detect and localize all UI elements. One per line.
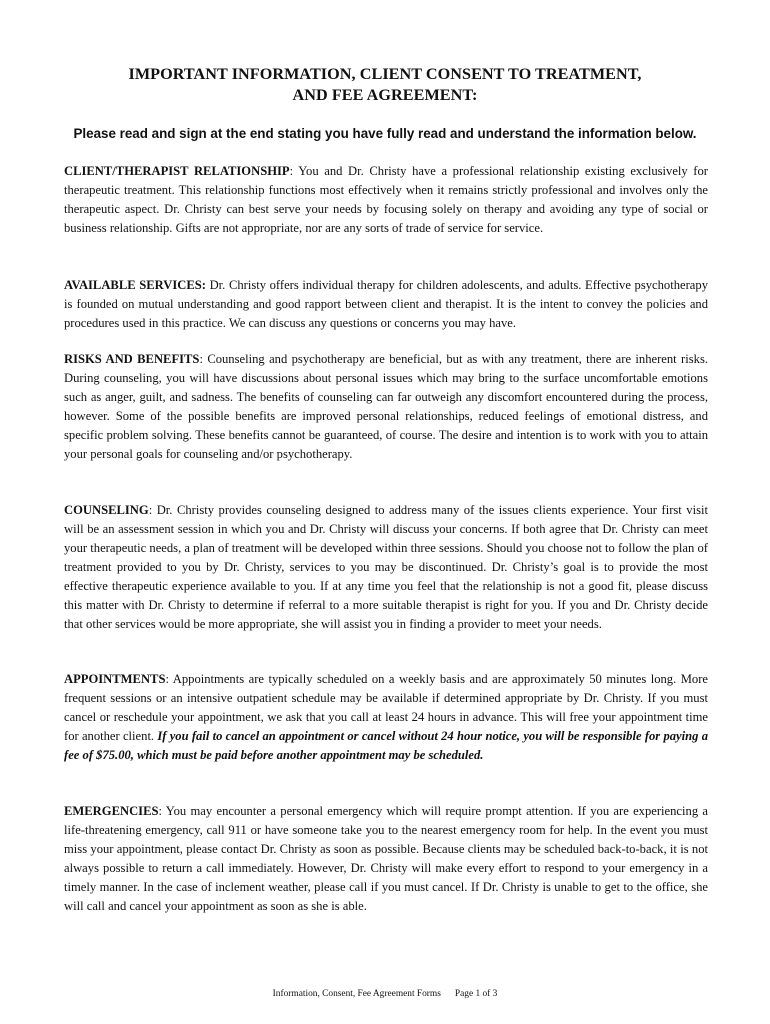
cancellation-fee-notice: If you fail to cancel an appointment or cancel without 24 hour notice, you will be responsible for paying a fee of $75.00, which must be paid before another appointment may be scheduled. xyxy=(64,729,709,762)
section-heading: CLIENT/THERAPIST RELATIONSHIP xyxy=(64,164,290,178)
section-client-therapist-relationship xyxy=(64,162,708,238)
section-available-services xyxy=(64,276,708,333)
section-heading: AVAILABLE SERVICES: xyxy=(64,278,206,292)
section-heading: EMERGENCIES xyxy=(64,804,159,818)
section-appointments xyxy=(64,670,708,765)
footer-form-name: Information, Consent, Fee Agreement Forms xyxy=(272,989,441,999)
title-line-2: AND FEE AGREEMENT: xyxy=(292,86,478,104)
section-body: : Dr. Christy provides counseling designed to address many of the issues clients experience. Your first visit will be an assessment session in which you and Dr. Christy will discuss your concerns. If both agree that Dr. Christy can meet your therapeutic needs, a plan of treatment will be developed within three sessions. Should you choose not to follow the plan of treatment provided to you by Dr. Christy, services to you may be discontinued. Dr. Christy’s goal is to provide the most effective therapeutic experience available to you. If at any time you feel that the relationship is not a good fit, please discuss this matter with Dr. Christy to determine if referral to a more suitable therapist is right for you. If you and Dr. Christy decide that other services would be more appropriate, she will assist you in finding a provider to meet your needs. xyxy=(64,503,708,631)
section-body: : You and Dr. Christy have a professional relationship existing exclusively for therapeutic treatment. This relationship functions most effectively when it remains strictly professional and involves only the therapeutic aspect. Dr. Christy can best serve your needs by focusing solely on therapy and avoiding any type of social or business relationship. Gifts are not appropriate, nor are any sorts of trade of service for service. xyxy=(64,164,708,235)
section-body: : You may encounter a personal emergency which will require prompt attention. If you are experiencing a life-threatening emergency, call 911 or have someone take you to the nearest emergency room for help. In the event you must miss your appointment, please contact Dr. Christy as soon as possible. Because clients may be scheduled back-to-back, it is not always possible to return a call immediately. However, Dr. Christy will make every effort to respond to your emergency in a timely manner. In the case of inclement weather, please call if you must cancel. If Dr. Christy is unable to get to the office, she will call and cancel your appointment as soon as she is able. xyxy=(64,804,708,913)
section-heading: APPOINTMENTS xyxy=(64,672,166,686)
section-heading: RISKS AND BENEFITS xyxy=(64,352,200,366)
section-heading: COUNSELING xyxy=(64,503,149,517)
section-body: : Counseling and psychotherapy are beneficial, but as with any treatment, there are inherent risks. During counseling, you will have discussions about personal issues which may bring to the surface uncomfortable emotions such as anger, guilt, and sadness. The benefits of counseling can far outweigh any discomfort encountered during the process, however. Some of the possible benefits are improved personal relationships, reduced feelings of emotional distress, and specific problem solving. These benefits cannot be guaranteed, of course. The desire and intention is to work with you to attain your personal goals for counseling and/or psychotherapy. xyxy=(64,352,708,461)
footer-page-number: Page 1 of 3 xyxy=(454,989,498,999)
document-title xyxy=(40,64,730,106)
section-risks-and-benefits xyxy=(64,350,708,464)
title-line-1: IMPORTANT INFORMATION, CLIENT CONSENT TO TREATMENT, xyxy=(128,65,642,83)
page-footer xyxy=(40,988,730,1000)
document-subtitle: Please read and sign at the end stating you have fully read and understand the information below. xyxy=(73,126,697,141)
section-emergencies xyxy=(64,802,708,916)
section-body: : Appointments are typically scheduled on a weekly basis and are approximately 50 minutes long. More frequent sessions or an intensive outpatient schedule may be available if determined appropriate by Dr. Christy. If you must cancel or reschedule your appointment, we ask that you call at least 24 hours in advance. This will free your appointment time for another client. xyxy=(64,672,708,743)
section-counseling xyxy=(64,501,708,634)
section-body: Dr. Christy offers individual therapy for children adolescents, and adults. Effective psychotherapy is founded on mutual understanding and good rapport between client and therapist. It is the intent to convey the policies and procedures used in this practice. We can discuss any questions or concerns you may have. xyxy=(64,278,708,330)
